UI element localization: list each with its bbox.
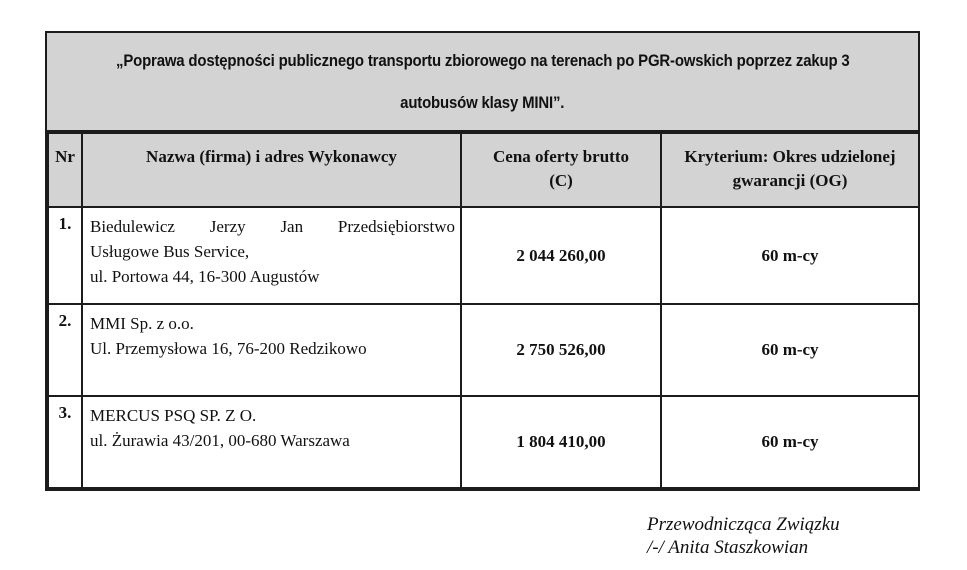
row-number: 1. [48, 207, 82, 304]
project-title-banner [47, 33, 918, 132]
offer-row-3 [48, 396, 919, 488]
contractor-name-address: Biedulewicz Jerzy Jan Przedsiębiorstwo Usługowe Bus Service, ul. Portowa 44, 16-300 Augustów [82, 207, 461, 304]
offer-gross-price: 2 750 526,00 [461, 304, 661, 396]
table-header-row [48, 133, 919, 207]
column-header-price: Cena oferty brutto (C) [461, 133, 661, 207]
warranty-period: 60 m-cy [661, 304, 919, 396]
row-number: 3. [48, 396, 82, 488]
offer-row-1 [48, 207, 919, 304]
offer-gross-price: 1 804 410,00 [461, 396, 661, 488]
column-header-warranty: Kryterium: Okres udzielonej gwarancji (OG) [661, 133, 919, 207]
contractor-name-address: MMI Sp. z o.o. Ul. Przemysłowa 16, 76-200 Redzikowo [82, 304, 461, 396]
signature-block [647, 513, 840, 559]
project-title-line-1: „Poprawa dostępności publicznego transportu zbiorowego na terenach po PGR-owskich poprzez zakup 3 [115, 50, 850, 70]
offer-gross-price: 2 044 260,00 [461, 207, 661, 304]
signature-role: Przewodnicząca Związku [647, 514, 840, 535]
column-header-name: Nazwa (firma) i adres Wykonawcy [82, 133, 461, 207]
contractor-name-address: MERCUS PSQ SP. Z O. ul. Żurawia 43/201, 00-680 Warszawa [82, 396, 461, 488]
offers-table [47, 132, 920, 489]
offer-results-block [45, 31, 920, 491]
column-header-nr: Nr [48, 133, 82, 207]
project-title-line-2: autobusów klasy MINI”. [400, 92, 565, 112]
row-number: 2. [48, 304, 82, 396]
warranty-period: 60 m-cy [661, 396, 919, 488]
offer-row-2 [48, 304, 919, 396]
signature-name: /-/ Anita Staszkowian [647, 537, 809, 558]
warranty-period: 60 m-cy [661, 207, 919, 304]
